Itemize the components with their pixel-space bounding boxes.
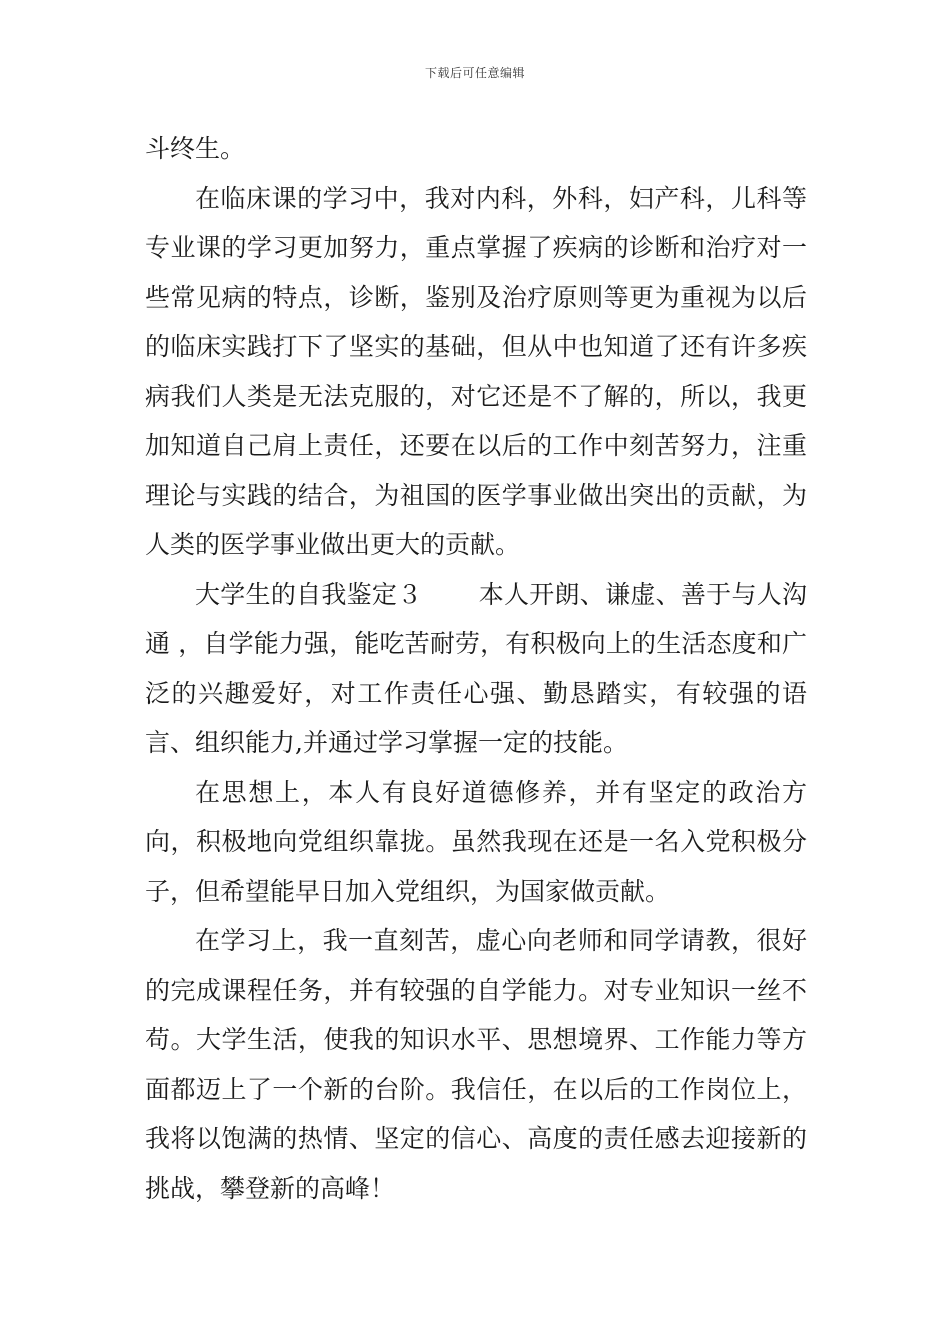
paragraph-ideology: 在思想上，本人有良好道德修养，并有坚定的政治方向，积极地向党组织靠拢。虽然我现在还是一名入党积极分子，但希望能早日加入党组织，为国家做贡献。 <box>145 777 807 906</box>
paragraph-clinical-study: 在临床课的学习中，我对内科，外科，妇产科，儿科等专业课的学习更加努力，重点掌握了疾病的诊断和治疗对一些常见病的特点，诊断，鉴别及治疗原则等更为重视为以后的临床实践打下了坚实的基础，但从中也知道了还有许多疾病我们人类是无法克服的，对它还是不了解的，所以，我更加知道自己肩上责任，还要在以后的工作中刻苦努力，注重理论与实践的结合，为祖国的医学事业做出突出的贡献，为人类的医学事业做出更大的贡献。 <box>145 183 807 559</box>
section-title: 大学生的自我鉴定３ <box>195 579 423 609</box>
paragraph-study: 在学习上，我一直刻苦，虚心向老师和同学请教，很好的完成课程任务，并有较强的自学能力。对专业知识一丝不苟。大学生活，使我的知识水平、思想境界、工作能力等方面都迈上了一个新的台阶。我信任，在以后的工作岗位上，我将以饱满的热情、坚定的信心、高度的责任感去迎接新的挑战，攀登新的高峰！ <box>145 926 807 1203</box>
paragraph-self-assessment-3 <box>145 570 807 768</box>
paragraph-continuation: 斗终生。 <box>145 134 246 163</box>
page-header-note: 下载后可任意编辑 <box>424 66 525 80</box>
document-body <box>145 124 807 1213</box>
paragraph-self-assessment-3-text: 本人开朗、谦虚、善于与人沟通 ，自学能力强，能吃苦耐劳，有积极向上的生活态度和广泛的兴趣爱好，对工作责任心强、勤恳踏实，有较强的语言、组织能力,并通过学习掌握一定的技能。 <box>145 579 807 757</box>
